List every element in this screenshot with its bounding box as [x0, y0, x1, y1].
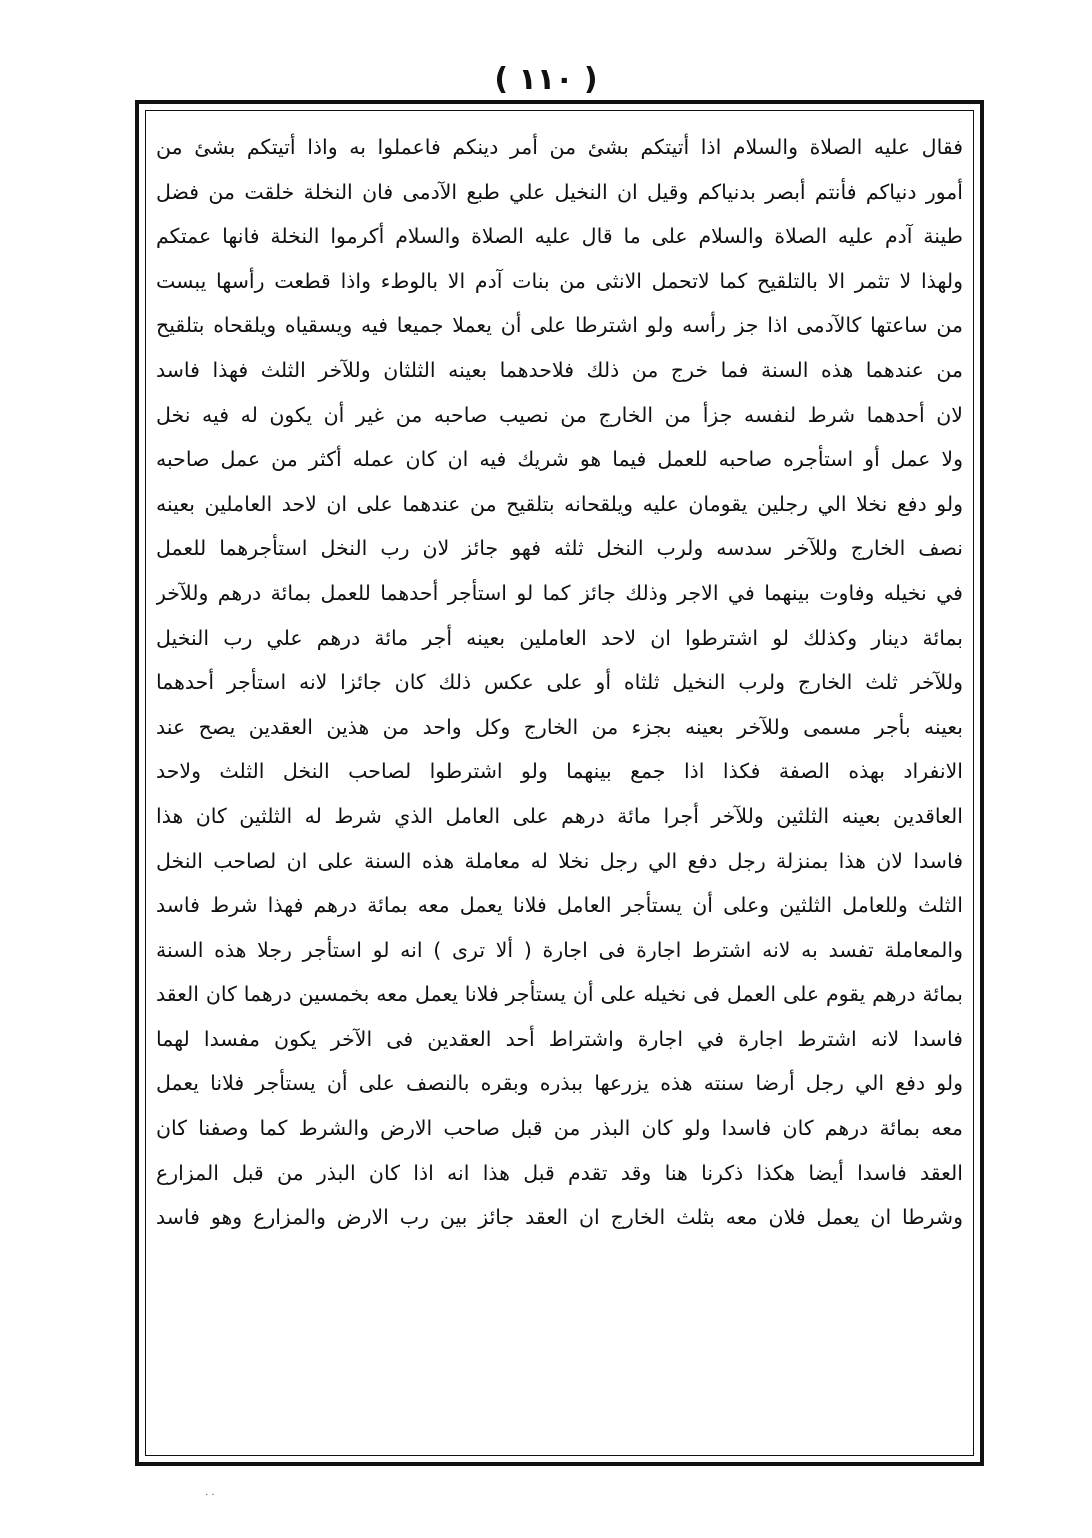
scan-speck: · ·: [205, 1490, 215, 1501]
text-line: ولو دفع الي رجل أرضا سنته هذه يزرعها ببذره وبقره بالنصف على أن يستأجر فلانا يعمل: [156, 1071, 963, 1096]
text-line: العقد فاسدا أيضا هكذا ذكرنا هنا وقد تقدم قبل هذا انه اذا كان البذر من قبل المزارع: [156, 1160, 963, 1185]
text-line: ولو دفع نخلا الي رجلين يقومان عليه ويلقحانه بتلقيح من عندهما على ان لاحد العاملين بعينه: [156, 491, 963, 516]
text-line: في نخيله وفاوت بينهما في الاجر وذلك جائز كما لو استأجر أحدهما للعمل بمائة درهم وللآخر: [156, 580, 963, 605]
text-line: الانفراد بهذه الصفة فكذا اذا جمع بينهما ولو اشترطوا لصاحب النخل الثلث ولاحد: [156, 759, 963, 784]
text-line: الثلث وللعامل الثلثين وعلى أن يستأجر العامل فلانا يعمل معه بمائة درهم فهذا شرط فاسد: [156, 893, 963, 918]
body-text: [156, 125, 963, 1445]
text-line: العاقدين بعينه الثلثين وللآخر أجرا مائة درهم على العامل الذي شرط له الثلثين كان هذا: [156, 803, 963, 828]
inner-border: [145, 110, 974, 1456]
text-line: ولهذا لا تثمر الا بالتلقيح كما لاتحمل الانثى من بنات آدم الا بالوطء واذا قطعت رأسها يبست: [156, 268, 963, 293]
text-line: لان أحدهما شرط لنفسه جزأ من الخارج من نصيب صاحبه من غير أن يكون له فيه نخل: [156, 402, 963, 427]
text-line: طينة آدم عليه الصلاة والسلام على ما قال عليه الصلاة والسلام أكرموا النخلة فانها عمتكم: [156, 224, 963, 249]
text-line: نصف الخارج وللآخر سدسه ولرب النخل ثلثه فهو جائز لان رب النخل استأجرهما للعمل: [156, 536, 963, 561]
text-line: بعينه بأجر مسمى وللآخر بعينه بجزء من الخارج وكل واحد من هذين العقدين يصح عند: [156, 714, 963, 739]
text-line: من عندهما هذه السنة فما خرج من ذلك فلاحدهما بعينه الثلثان وللآخر الثلث فهذا فاسد: [156, 357, 963, 382]
text-line: وللآخر ثلث الخارج ولرب النخيل ثلثاه أو على عكس ذلك كان جائزا لانه استأجر أحدهما: [156, 670, 963, 695]
text-line: من ساعتها كالآدمى اذا جز رأسه ولو اشترطا على أن يعملا جميعا فيه ويسقياه ويلقحاه بتلقيح: [156, 313, 963, 338]
text-line: بمائة درهم يقوم على العمل فى نخيله على أن يستأجر فلانا يعمل معه بخمسين درهما كان العقد: [156, 982, 963, 1007]
text-line: وشرطا ان يعمل فلان معه بثلث الخارج ان العقد جائز بين رب الارض والمزارع وهو فاسد: [156, 1205, 963, 1230]
text-line: أمور دنياكم فأنتم أبصر بدنياكم وقيل ان النخيل علي طبع الآدمى فان النخلة خلقت من فضل: [156, 179, 963, 204]
page-border: [135, 100, 984, 1466]
text-line: بمائة دينار وكذلك لو اشترطوا ان لاحد العاملين بعينه أجر مائة درهم علي رب النخيل: [156, 625, 963, 650]
page-number: ( ١١٠ ): [494, 62, 598, 97]
text-line: فاسدا لان هذا بمنزلة رجل دفع الي رجل نخلا له معاملة هذه السنة على ان لصاحب النخل: [156, 848, 963, 873]
text-line: ولا عمل أو استأجره صاحبه للعمل فيما هو شريك فيه ان كان عمله أكثر من عمل صاحبه: [156, 447, 963, 472]
text-line: فاسدا لانه اشترط اجارة في اجارة واشتراط أحد العقدين فى الآخر يكون مفسدا لهما: [156, 1026, 963, 1051]
text-line: والمعاملة تفسد به لانه اشترط اجارة فى اجارة ( ألا ترى ) انه لو استأجر رجلا هذه السنة: [156, 937, 963, 962]
text-line: فقال عليه الصلاة والسلام اذا أتيتكم بشئ من أمر دينكم فاعملوا به واذا أتيتكم بشئ من: [156, 135, 963, 159]
text-line: معه بمائة درهم كان فاسدا ولو كان البذر من قبل صاحب الارض والشرط كما وصفنا كان: [156, 1116, 963, 1141]
